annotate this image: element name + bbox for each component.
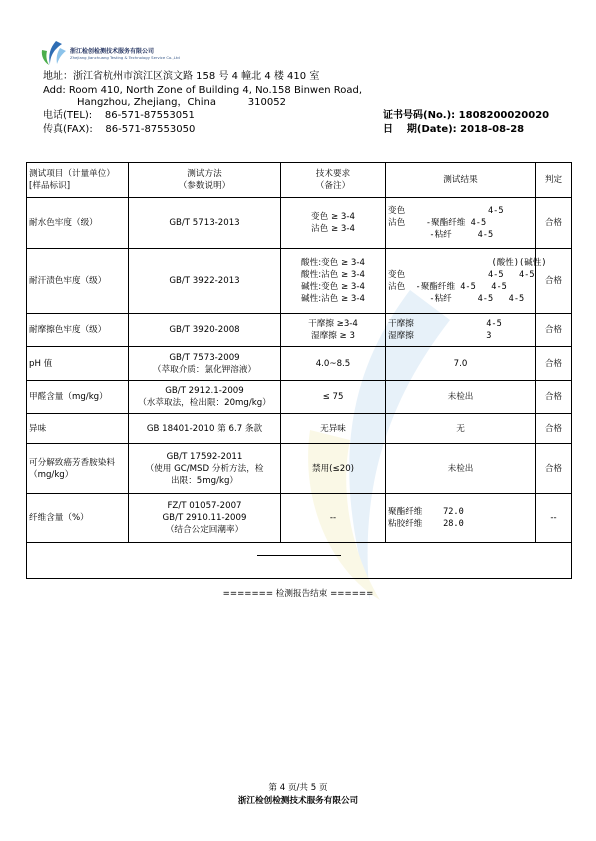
cell-requirement — [281, 414, 386, 444]
cell-method — [129, 414, 281, 444]
table-row — [27, 249, 572, 314]
table-row — [27, 314, 572, 347]
cell-method-line: （结合公定回潮率） — [165, 525, 244, 535]
cell-judgement: -- — [536, 494, 572, 543]
cell-result-line: 沾色 -聚酯纤维 4-5 4-5 — [388, 282, 507, 292]
table-blank-row — [27, 543, 572, 579]
cell-result-line: 湿摩擦 3 — [388, 331, 492, 341]
tel: 电话(TEL): 86-571-87553051 — [43, 110, 195, 121]
company-name-en-small: Zhejiang Jianchuang Testing & Technology Service Co.,Ltd — [70, 55, 180, 60]
cell-item: 纤维含量（%） — [27, 494, 129, 543]
cell-judgement: 合格 — [536, 444, 572, 494]
cell-method-line: GB/T 3920-2008 — [169, 325, 240, 335]
cell-result — [386, 314, 536, 347]
cell-method — [129, 314, 281, 347]
cell-method — [129, 494, 281, 543]
address-en-line1: Add: Room 410, North Zone of Building 4, No.158 Binwen Road, — [43, 85, 363, 96]
cell-item: 异味 — [27, 414, 129, 444]
test-results-table — [26, 162, 572, 579]
cell-result-line: (酸性)(碱性) — [388, 258, 547, 268]
fax: 传真(FAX): 86-571-87553050 — [43, 124, 196, 135]
cell-item: 可分解致癌芳香胺染料（mg/kg） — [27, 444, 129, 494]
cell-judgement: 合格 — [536, 381, 572, 414]
cell-result-line: 聚酯纤维 72.0 — [388, 507, 464, 517]
header-result: 测试结果 — [386, 163, 536, 198]
cell-method — [129, 444, 281, 494]
cell-item: pH 值 — [27, 347, 129, 381]
cell-method-line: 出限：5mg/kg） — [171, 475, 238, 486]
header-method: 测试方法 （参数说明） — [129, 163, 281, 198]
table-row — [27, 444, 572, 494]
cell-judgement: 合格 — [536, 314, 572, 347]
cell-result-line: 未检出 — [447, 463, 474, 474]
cell-result-line: 变色 4-5 4-5 — [388, 270, 535, 280]
cell-requirement — [281, 494, 386, 543]
cell-result-line: 未检出 — [447, 392, 474, 402]
cell-requirement-line: 无异味 — [320, 423, 346, 434]
cell-result — [386, 414, 536, 444]
cell-method-line: GB/T 17592-2011 — [166, 451, 243, 462]
cell-method-line: GB/T 2910.11-2009 — [162, 513, 247, 523]
cell-judgement: 合格 — [536, 347, 572, 381]
cell-result — [386, 444, 536, 494]
cell-item: 耐汗渍色牢度（级） — [27, 249, 129, 314]
company-logo-icon — [38, 40, 68, 66]
cell-item: 耐摩擦色牢度（级） — [27, 314, 129, 347]
cell-method-line: GB/T 5713-2013 — [169, 218, 240, 228]
cell-requirement-line: 变色 ≥ 3-4 — [311, 212, 355, 222]
cell-result-line: 变色 4-5 — [388, 206, 504, 216]
cell-judgement: 合格 — [536, 249, 572, 314]
cell-requirement-line: -- — [329, 513, 337, 523]
cell-result — [386, 198, 536, 249]
cell-method-line: GB/T 2912.1-2009 — [165, 386, 244, 396]
cell-result-line: 干摩擦 4-5 — [388, 319, 502, 329]
cell-requirement-line: 沾色 ≥ 3-4 — [311, 224, 355, 234]
cell-requirement — [281, 198, 386, 249]
page-number: 第 4 页/共 5 页 — [268, 783, 328, 793]
cell-judgement: 合格 — [536, 198, 572, 249]
cell-method-line: FZ/T 01057-2007 — [167, 501, 242, 511]
cell-requirement-line: 酸性:变色 ≥ 3-4 — [301, 258, 365, 268]
cell-result — [386, 381, 536, 414]
cell-requirement — [281, 381, 386, 414]
certificate-number: 证书号码(No.): 1808200020020 — [383, 110, 550, 121]
header-requirement: 技术要求 （备注） — [281, 163, 386, 198]
header-judgement: 判定 — [536, 163, 572, 198]
cell-result — [386, 494, 536, 543]
cell-requirement — [281, 444, 386, 494]
cell-result-line: 沾色 -聚酯纤维 4-5 — [388, 218, 487, 228]
cell-item: 耐水色牢度（级） — [27, 198, 129, 249]
company-name-small: 浙江检创检测技术服务有限公司 — [70, 48, 155, 55]
cell-requirement-line: 酸性:沾色 ≥ 3-4 — [301, 270, 365, 280]
cell-requirement-line: 禁用(≤20) — [311, 463, 355, 474]
cell-item: 甲醛含量（mg/kg） — [27, 381, 129, 414]
cell-requirement-line: ≤ 75 — [322, 392, 344, 402]
cell-method — [129, 249, 281, 314]
table-row — [27, 347, 572, 381]
cell-method — [129, 347, 281, 381]
cell-method-line: GB/T 7573-2009 — [169, 352, 240, 363]
cell-requirement-line: 干摩擦 ≥3-4 — [308, 319, 358, 329]
report-end-text: ======= 检测报告结束 ====== — [222, 589, 374, 599]
cell-requirement — [281, 314, 386, 347]
cell-result — [386, 347, 536, 381]
cell-method-line: （水萃取法，检出限：20mg/kg） — [138, 398, 271, 408]
cell-method-line: GB 18401-2010 第 6.7 条款 — [146, 423, 263, 434]
cell-method-line: （使用 GC/MSD 分析方法，检 — [145, 463, 264, 474]
cell-result — [386, 249, 547, 314]
cell-method-line: （萃取介质：氯化钾溶液） — [152, 364, 257, 375]
table-header-row — [27, 163, 572, 198]
cell-result-line: 7.0 — [453, 358, 468, 369]
address-cn: 地址：浙江省杭州市滨江区滨文路 158 号 4 幢北 4 楼 410 室 — [43, 71, 320, 82]
table-row — [27, 381, 572, 414]
address-en-line2: Hangzhou, Zhejiang，China 310052 — [77, 97, 286, 108]
cell-requirement-line: 湿摩擦 ≥ 3 — [311, 331, 355, 341]
report-date: 日 期(Date): 2018-08-28 — [383, 124, 525, 135]
cell-requirement-line: 碱性:变色 ≥ 3-4 — [301, 282, 365, 292]
cell-requirement — [281, 347, 386, 381]
cell-method — [129, 381, 281, 414]
separator-line — [257, 555, 341, 556]
cell-method-line: GB/T 3922-2013 — [169, 276, 240, 286]
cell-result-line: 无 — [456, 423, 465, 434]
table-row — [27, 494, 572, 543]
cell-requirement — [281, 249, 386, 314]
cell-result-line: -粘纤 4-5 — [388, 230, 494, 240]
cell-requirement-line: 碱性:沾色 ≥ 3-4 — [301, 294, 365, 304]
cell-result-line: 粘胶纤维 28.0 — [388, 519, 464, 529]
blank-cell — [27, 543, 572, 579]
header-item: 测试项目（计量单位） [样品标识] — [27, 163, 129, 198]
cell-judgement: 合格 — [536, 414, 572, 444]
table-row — [27, 198, 572, 249]
cell-result-line: -粘纤 4-5 4-5 — [388, 294, 525, 304]
footer-company: 浙江检创检测技术服务有限公司 — [237, 796, 359, 806]
table-row — [27, 414, 572, 444]
cell-requirement-line: 4.0~8.5 — [315, 358, 351, 369]
cell-method — [129, 198, 281, 249]
